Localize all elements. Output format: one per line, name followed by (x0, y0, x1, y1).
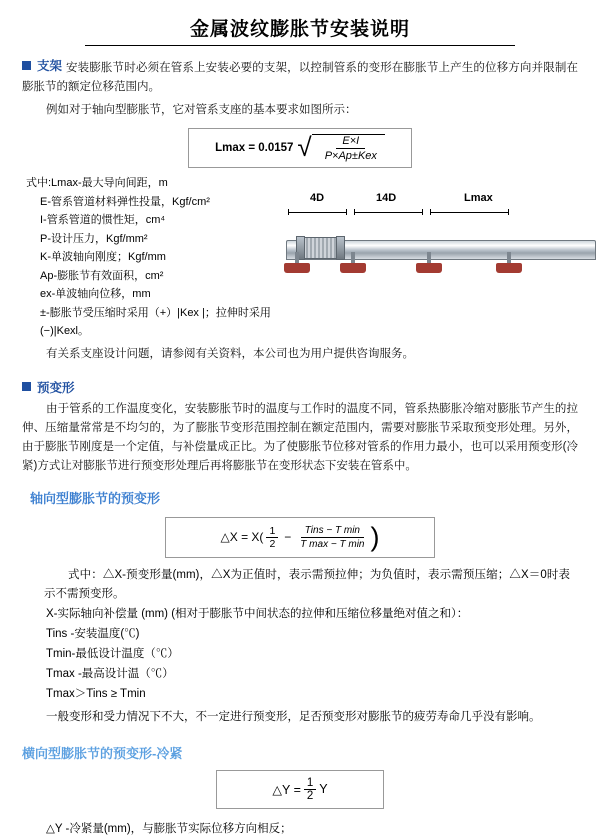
title-divider (85, 45, 515, 46)
square-bullet-icon (22, 61, 31, 70)
support-graphic (416, 252, 442, 274)
diagram-span-line-3 (430, 212, 508, 213)
diagram-label-14d: 14D (376, 192, 397, 204)
diagram-labels (288, 192, 594, 208)
diagram-label-4d: 4D (310, 192, 325, 204)
axial-item: Tins -安装温度(℃) (46, 627, 140, 640)
diagram-label-lmax: Lmax (464, 192, 493, 204)
axial-item: X-实际轴向补偿量 (mm) (相对于膨胀节中间状态的拉伸和压缩位移量绝对值之和）： (46, 607, 469, 620)
paragraph-predeform: 由于管系的工作温度变化，安装膨胀节时的温度与工作时的温度不同，管系热膨胀冷缩对膨胀节产生的拉伸、压缩量常常是不均匀的，为了膨胀节变形范围控制在额定范围内，需要对膨胀节采取预变形处理。另外，由于膨胀节刚度是一个定值，与补偿量成正比。为了使膨胀节位移对管系的作用力最小，也可以采用预变形(冷紧)方式让对膨胀节进行预变形处理后再将膨胀节在变形状态下安装在管系中。 (22, 402, 578, 472)
bracket-spacing-diagram (278, 192, 600, 312)
support-graphic (284, 252, 310, 274)
diagram-tick (346, 209, 347, 215)
diagram-tick (422, 209, 423, 215)
formula-delta-y (216, 770, 384, 809)
lateral-note: △Y -冷紧量(mm)，与膨胀节实际位移方向相反； (46, 822, 292, 835)
paragraph-brackets-2: 例如对于轴向型膨胀节，它对管系支座的基本要求如图所示： (46, 104, 357, 116)
diagram-span-line-1 (288, 212, 346, 213)
axial-item: Tmax -最高设计温（℃） (46, 667, 174, 680)
definition-item: K-单波轴向刚度；Kgf/mm (40, 251, 166, 263)
formula-dy-half-den: 2 (306, 789, 314, 802)
definition-item: I-管系管道的惯性矩，cm⁴ (40, 214, 166, 226)
axial-item: Tmax＞Tins ≥ Tmin (46, 687, 146, 700)
paragraph-brackets-1: 安装膨胀节时必须在管系上安装必要的支架，以控制管系的变形在膨胀节上产生的位移方向并限制在膨胀节的额定位移范围内。 (22, 62, 578, 93)
definition-item: Ap-膨胀节有效面积，cm² (40, 269, 164, 282)
definition-item: E-管系管道材料弹性投量，Kgf/cm² (40, 195, 210, 208)
section-heading-label: 支架 (37, 59, 63, 73)
definitions-and-figure (0, 174, 600, 341)
diagram-span-line-2 (354, 212, 422, 213)
diagram-tick (354, 209, 355, 215)
subsection-heading-axial: 轴向型膨胀节的预变形 (30, 490, 161, 506)
support-graphic (496, 252, 522, 274)
formula-lmax-fraction (319, 135, 383, 162)
support-graphic (340, 252, 366, 274)
formula-dx-minus: − (284, 530, 292, 544)
subsection-heading-lateral: 横向型膨胀节的预变形-冷紧 (22, 745, 183, 761)
formula-dx-rparen: ) (370, 522, 380, 552)
definition-item: ex-单波轴向位移，mm (40, 288, 151, 300)
diagram-tick (288, 209, 289, 215)
diagram-tick (508, 209, 509, 215)
formula-dy-rhs: Y (319, 782, 328, 796)
document-page (0, 14, 600, 835)
definition-intro: 式中:Lmax-最大导向间距，m (26, 177, 168, 189)
formula-dy-lhs: △Y = (272, 782, 301, 797)
formula-dx-frac-den: T max − T min (300, 538, 365, 550)
formula-dx-half-den: 2 (269, 537, 276, 550)
formula-dx-half (266, 525, 278, 550)
formula-dx-half-num: 1 (266, 525, 278, 538)
formula-dx-frac-num: Tins − T min (301, 525, 364, 538)
formula-dx-note: 式中：△X-预变形量(mm)，△X为正值时，表示需预拉伸；为负值时，表示需预压缩；△X＝0时表示不需预变形。 (44, 568, 570, 600)
formula-lmax-numerator: E×I (336, 135, 365, 149)
sqrt-icon: √ $\frac{E\times I}{\text{P×Ap±Kex}}$ (297, 134, 385, 162)
formula-dx-lhs: △X = X( (220, 530, 264, 544)
formula-dy-half-num: 1 (304, 777, 316, 790)
definition-item: P-设计压力，Kgf/mm² (40, 232, 148, 245)
formula-delta-x (165, 517, 435, 558)
diagram-tick (430, 209, 431, 215)
formula-lmax-lhs: Lmax = 0.0157 (215, 142, 294, 154)
section-heading-predeform (22, 378, 600, 396)
definition-item: ±-膨胀节受压缩时采用（+）|Kex |；拉伸时采用(−)|Kexl。 (40, 306, 271, 337)
support-note: 有关系支座设计问题，请参阅有关资料，本公司也为用户提供咨询服务。 (46, 347, 414, 360)
definitions-list (26, 174, 276, 341)
formula-lmax (188, 128, 412, 168)
section-heading-label: 预变形 (37, 380, 75, 395)
formula-lmax-denominator: P×Ap±Kex (324, 150, 377, 162)
axial-tail-note: 一般变形和受力情况下不大，不一定进行预变形，足否预变形对膨胀节的疲劳寿命几乎没有影响。 (46, 710, 541, 723)
axial-item: Tmin-最低设计温度（℃） (46, 647, 179, 660)
formula-dy-half (304, 777, 316, 802)
square-bullet-icon (22, 382, 31, 391)
formula-dx-fraction (296, 525, 368, 550)
page-title: 金属波纹膨胀节安装说明 (189, 19, 410, 40)
